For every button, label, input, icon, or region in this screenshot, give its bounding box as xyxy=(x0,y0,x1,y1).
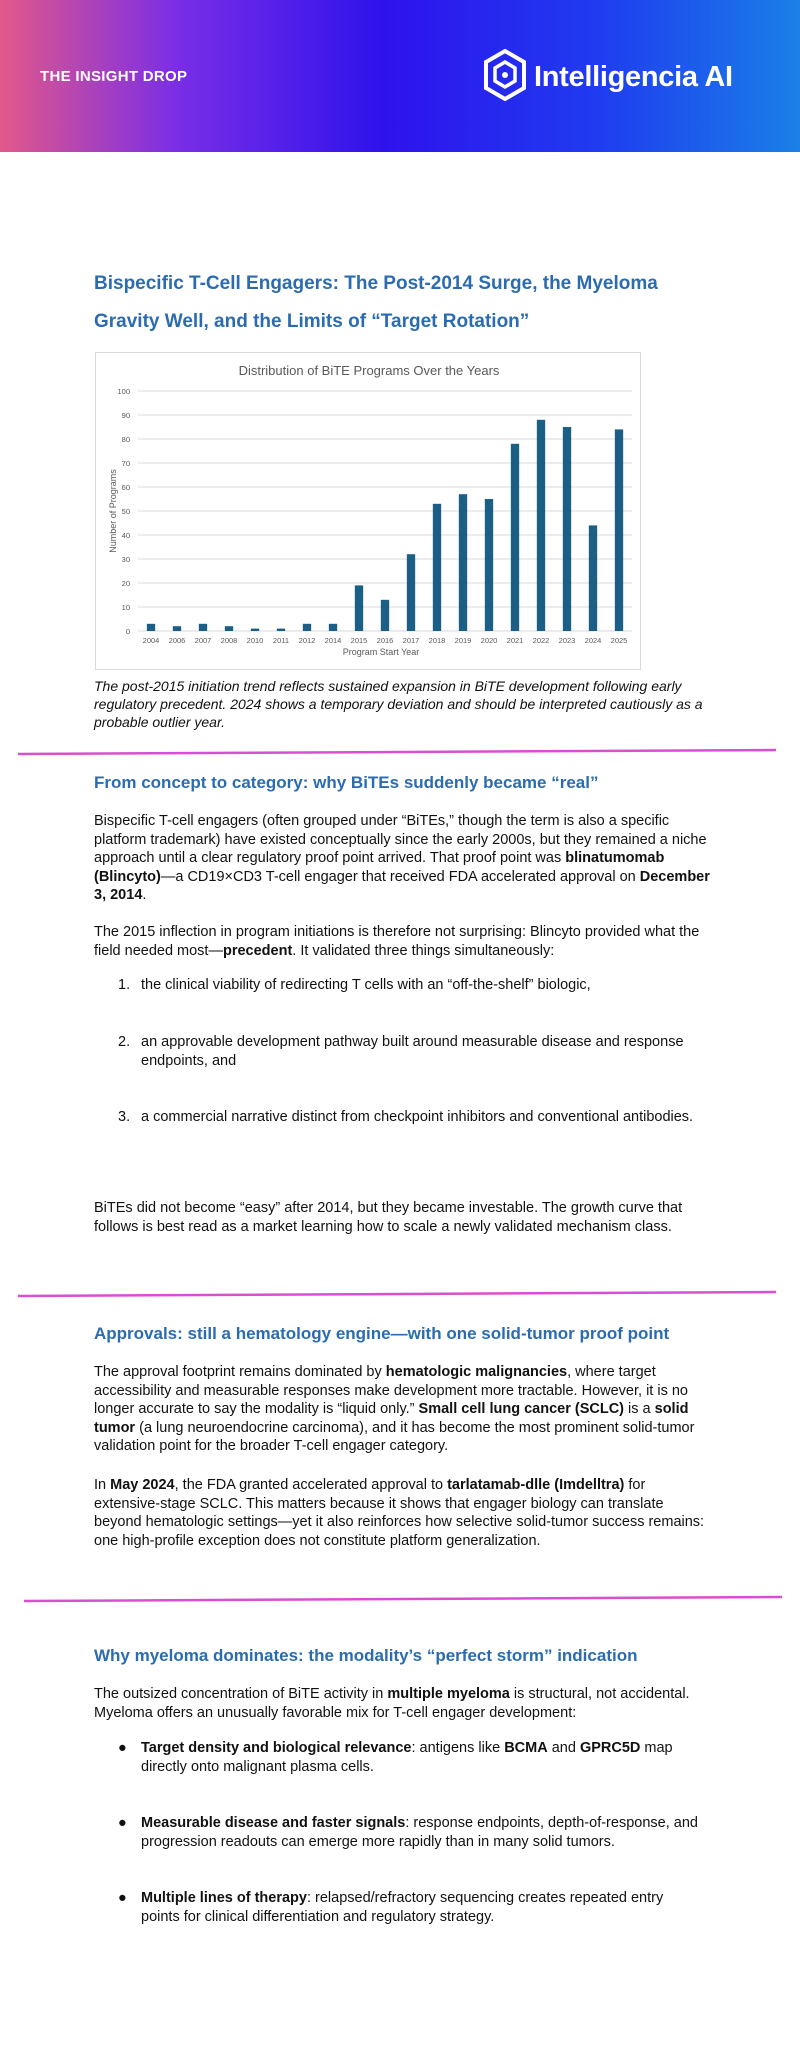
header-banner xyxy=(0,0,800,152)
bar-2022 xyxy=(537,420,545,631)
bar-2007 xyxy=(199,624,207,631)
section-title-myeloma: Why myeloma dominates: the modality’s “perfect storm” indication xyxy=(94,1646,638,1665)
chart-title: Distribution of BiTE Programs Over the Years xyxy=(238,363,500,378)
y-tick-label: 80 xyxy=(121,435,130,444)
x-axis-label: Program Start Year xyxy=(342,647,420,657)
section-approvals-paragraph-2: In May 2024, the FDA granted accelerated approval to tarlatamab-dlle (Imdelltra) for extensive-stage SCLC. This matters because it shows that engager biology can translate beyond hematologic settings—yet it also reinforces how selective solid-tumor success remains: one high-profile exception does not constitute platform generalization. xyxy=(94,1477,705,1549)
y-tick-label: 90 xyxy=(121,411,130,420)
section-concept-paragraph-2: The 2015 inflection in program initiations is therefore not surprising: Blincyto provided what the field needed most—precedent. It validated three things simultaneously: xyxy=(94,924,700,959)
section-title-concept: From concept to category: why BiTEs suddenly became “real” xyxy=(94,773,599,792)
section-myeloma-paragraph-1: The outsized concentration of BiTE activity in multiple myeloma is structural, not accidental. Myeloma offers an unusually favorable mix for T-cell engager development: xyxy=(94,1686,690,1721)
x-tick-label: 2012 xyxy=(298,636,316,645)
hexagon-molecule-icon xyxy=(482,48,528,107)
bar-2020 xyxy=(485,499,493,631)
y-tick-label: 50 xyxy=(121,507,130,516)
y-tick-label: 70 xyxy=(121,459,130,468)
bar-2010 xyxy=(251,629,259,631)
x-tick-label: 2022 xyxy=(532,636,550,645)
x-tick-label: 2016 xyxy=(376,636,394,645)
brand-logo[interactable] xyxy=(482,48,733,107)
bar-2014 xyxy=(329,624,337,631)
x-tick-label: 2024 xyxy=(584,636,602,645)
bar-2006 xyxy=(173,626,181,631)
bar-2024 xyxy=(589,525,597,631)
bar-2015 xyxy=(355,585,363,631)
bar-2023 xyxy=(563,427,571,631)
y-tick-label: 100 xyxy=(117,387,130,396)
x-tick-label: 2004 xyxy=(142,636,160,645)
y-tick-label: 60 xyxy=(121,483,130,492)
bite-programs-chart xyxy=(95,352,641,670)
x-tick-label: 2007 xyxy=(194,636,212,645)
x-tick-label: 2011 xyxy=(272,636,290,645)
article-title: Bispecific T-Cell Engagers: The Post-2014 Surge, the Myeloma Gravity Well, and the Limits of “Target Rotation” xyxy=(94,273,658,332)
bar-2021 xyxy=(511,444,519,631)
x-tick-label: 2018 xyxy=(428,636,446,645)
bar-2019 xyxy=(459,494,467,631)
bar-2011 xyxy=(277,629,285,631)
x-tick-label: 2008 xyxy=(220,636,238,645)
y-tick-label: 10 xyxy=(121,603,130,612)
x-tick-label: 2023 xyxy=(558,636,576,645)
x-tick-label: 2014 xyxy=(324,636,342,645)
bar-2025 xyxy=(615,429,623,631)
bar-2008 xyxy=(225,626,233,631)
x-tick-label: 2019 xyxy=(454,636,472,645)
x-tick-label: 2010 xyxy=(246,636,264,645)
x-tick-label: 2015 xyxy=(350,636,368,645)
bar-2018 xyxy=(433,504,441,631)
y-tick-label: 40 xyxy=(121,531,130,540)
section-title-approvals: Approvals: still a hematology engine—with one solid-tumor proof point xyxy=(94,1324,670,1343)
x-tick-label: 2017 xyxy=(402,636,420,645)
section-approvals-paragraph-1: The approval footprint remains dominated by hematologic malignancies, where target accessibility and measurable responses make development more tractable. However, it is no longer accurate to say the modality is “liquid only.” Small cell lung cancer (SCLC) is a solid tumor (a lung neuroendocrine carcinoma), and it has become the most prominent solid-tumor validation point for the broader T-cell engager category. xyxy=(94,1364,695,1454)
bar-2016 xyxy=(381,600,389,631)
x-tick-label: 2021 xyxy=(506,636,524,645)
x-tick-label: 2025 xyxy=(610,636,628,645)
y-tick-label: 20 xyxy=(121,579,130,588)
bar-2012 xyxy=(303,624,311,631)
y-axis-label: Number of Programs xyxy=(108,469,118,553)
section-concept-paragraph-3: BiTEs did not become “easy” after 2014, but they became investable. The growth curve that follows is best read as a market learning how to scale a newly validated mechanism class. xyxy=(94,1200,683,1235)
bar-2004 xyxy=(147,624,155,631)
bar-2017 xyxy=(407,554,415,631)
brand-name: Intelligencia AI xyxy=(534,61,733,93)
x-tick-label: 2006 xyxy=(168,636,186,645)
section-concept-paragraph-1: Bispecific T-cell engagers (often grouped under “BiTEs,” though the term is also a specific platform trademark) have existed conceptually since the early 2000s, but they remained a niche approach until a clear regulatory proof point arrived. That proof point was blinatumomab (Blincyto)—a CD19×CD3 T-cell engager that received FDA accelerated approval on December 3, 2014. xyxy=(94,813,710,903)
x-tick-label: 2020 xyxy=(480,636,498,645)
y-tick-label: 30 xyxy=(121,555,130,564)
y-tick-label: 0 xyxy=(125,627,130,636)
figure-caption: The post-2015 initiation trend reflects sustained expansion in BiTE development following early regulatory precedent. 2024 shows a temporary deviation and should be interpreted cautiously as a probable outlier year. xyxy=(94,678,703,730)
chart-svg xyxy=(96,353,642,671)
newsletter-label: THE INSIGHT DROP xyxy=(40,68,188,85)
